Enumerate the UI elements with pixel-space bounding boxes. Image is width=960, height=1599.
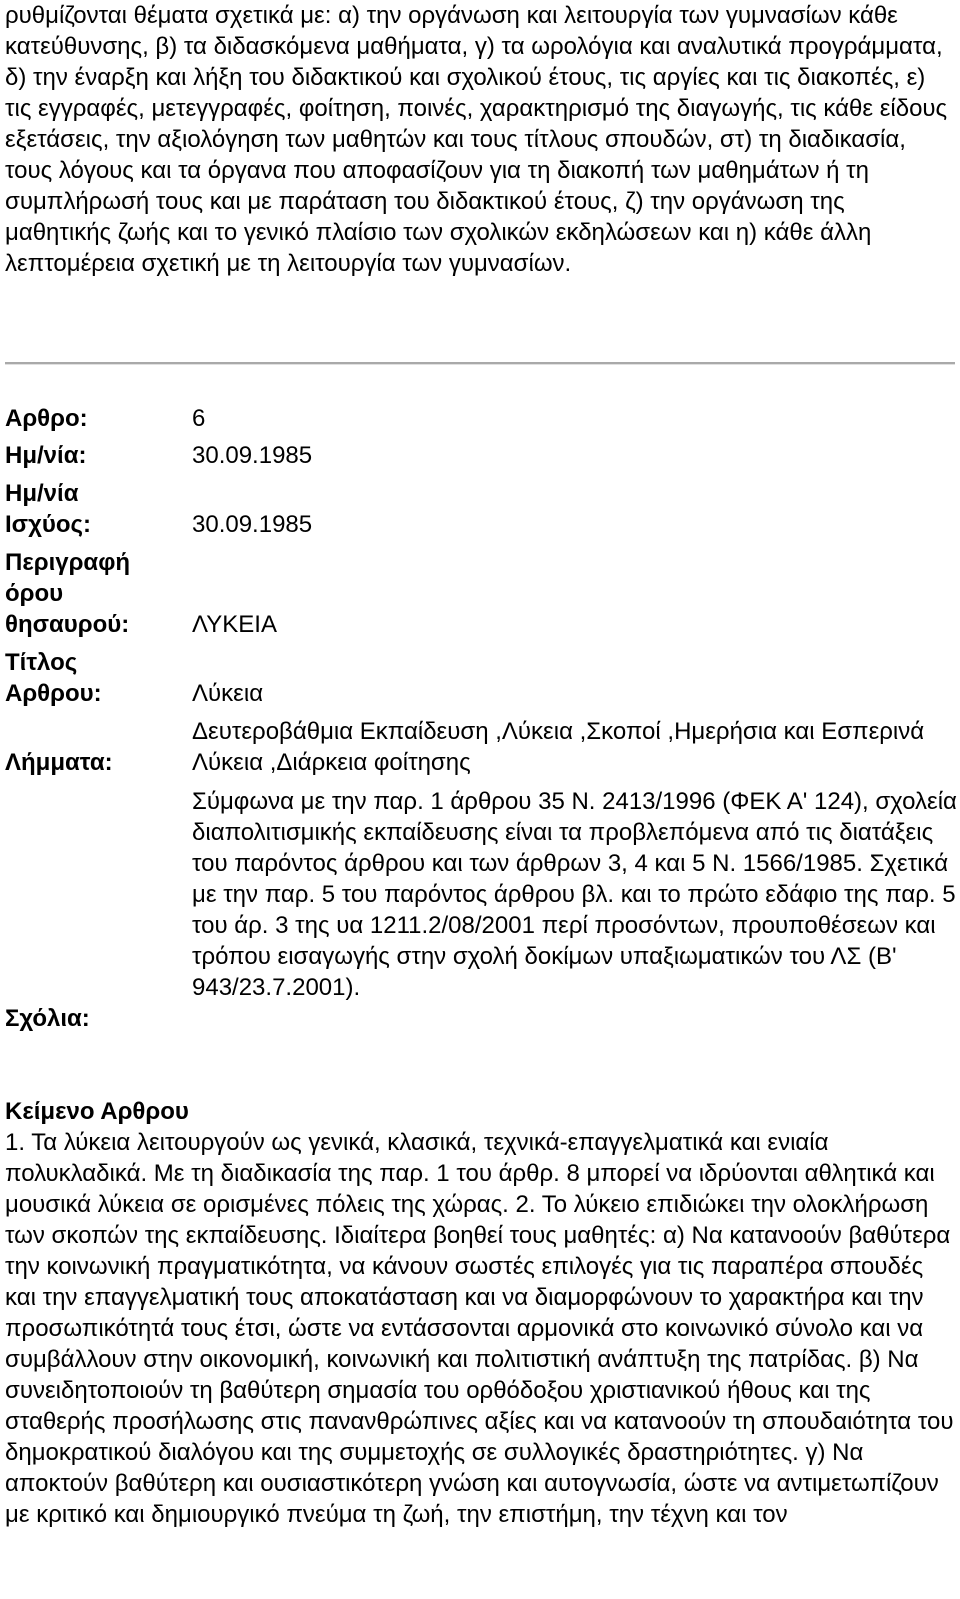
comments-value: Σύμφωνα με την παρ. 1 άρθρου 35 Ν. 2413/1996 (ΦΕΚ Α' 124), σχολεία διαπολιτισμικής εκπαίδευσης είναι τα προβλεπόμενα από τις διατάξεις του παρόντος άρθρου και των άρθρων 3, 4 και 5 Ν. 1566/1985. Σχετικά με την παρ. 5 του παρόντος άρθρου βλ. και το πρώτο εδάφιο της παρ. 5 του άρ. 3 της υα 1211.2/08/2001 περί προσόντων, προυποθέσεων και τρόπου εισαγωγής στην σχολή δοκίμων υπαξιωματικών του ΛΣ (Β' 943/23.7.2001). xyxy=(192,788,957,1001)
thesaurus-term-label-line3: θησαυρού: xyxy=(5,611,130,638)
keywords-label: Λήμματα: xyxy=(5,749,113,776)
effective-date-label-line2: Ισχύος: xyxy=(5,511,92,538)
section-divider xyxy=(5,362,955,365)
comments-label: Σχόλια: xyxy=(5,1005,90,1032)
thesaurus-term-value: ΛΥΚΕΙΑ xyxy=(192,611,277,638)
effective-date-label-line1: Ημ/νία xyxy=(5,480,79,507)
article-date-value: 30.09.1985 xyxy=(192,442,313,469)
keywords-value: Δευτεροβάθμια Εκπαίδευση ,Λύκεια ,Σκοποί ,Ημερήσια και Εσπερινά Λύκεια ,Διάρκεια φοίτησης xyxy=(192,718,925,776)
article-number-value: 6 xyxy=(192,405,206,432)
intro-paragraph: ρυθμίζονται θέματα σχετικά με: α) την οργάνωση και λειτουργία των γυμνασίων κάθε κατεύθυνσης, β) τα διδασκόμενα μαθήματα, γ) τα ωρολόγια και αναλυτικά προγράμματα, δ) την έναρξη και λήξη του διδακτικού και σχολικού έτους, τις αργίες και τις διακοπές, ε) τις εγγραφές, μετεγγραφές, φοίτηση, ποινές, χαρακτηρισμό της διαγωγής, τις κάθε είδους εξετάσεις, την αξιολόγηση των μαθητών και τους τίτλους σπουδών, στ) τη διαδικασία, τους λόγους και τα όργανα που αποφασίζουν για τη διακοπή των μαθημάτων ή τη συμπλήρωσή τους και με παράταση του διδακτικού έτους, ζ) την οργάνωση της μαθητικής ζωής και το γενικό πλαίσιο των σχολικών εκδηλώσεων και η) κάθε άλλη λεπτομέρεια σχετική με τη λειτουργία των γυμνασίων. xyxy=(5,2,948,277)
article-title-label-line2: Αρθρου: xyxy=(5,680,102,707)
article-body-text: 1. Τα λύκεια λειτουργούν ως γενικά, κλασικά, τεχνικά-επαγγελματικά και ενιαία πολυκλαδικά. Με τη διαδικασία της παρ. 1 του άρθρ. 8 μπορεί να ιδρύονται αθλητικά και μουσικά λύκεια σε ορισμένες πόλεις της χώρας. 2. Το λύκειο επιδιώκει την ολοκλήρωση των σκοπών της εκπαίδευσης. Ιδιαίτερα βοηθεί τους μαθητές: α) Να κατανοούν βαθύτερα την κοινωνική πραγματικότητα, να κάνουν σωστές επιλογές για τις παραπέρα σπουδές και την επαγγελματική τους αποκατάσταση και να διαμορφώνουν το χαρακτήρα και την προσωπικότητά τους έτσι, ώστε να εντάσσονται αρμονικά στο κοινωνικό σύνολο και να συμβάλλουν στην οικονομική, κοινωνική και πολιτιστική ανάπτυξη της πατρίδας. β) Να συνειδητοποιούν τη βαθύτερη σημασία του ορθόδοξου χριστιανικού ήθους και της σταθερής προσήλωσης στις πανανθρώπινες αξίες και να κατανοούν τη σπουδαιότητα του δημοκρατικού διαλόγου και της συμμετοχής σε συλλογικές δραστηριότητες. γ) Να αποκτούν βαθύτερη και ουσιαστικότερη γνώση και αυτογνωσία, ώστε να αντιμετωπίζουν με κριτικό και δημιουργικό πνεύμα τη ζωή, την επιστήμη, την τέχνη και τον xyxy=(5,1129,954,1528)
article-date-label: Ημ/νία: xyxy=(5,442,87,469)
effective-date-value: 30.09.1985 xyxy=(192,511,313,538)
thesaurus-term-label-line2: όρου xyxy=(5,580,64,607)
article-title-label-line1: Τίτλος xyxy=(5,649,78,676)
thesaurus-term-label-line1: Περιγραφή xyxy=(5,549,131,576)
article-body-title: Κείμενο Αρθρου xyxy=(5,1098,189,1125)
article-number-label: Αρθρο: xyxy=(5,405,88,432)
article-title-value: Λύκεια xyxy=(192,680,264,707)
